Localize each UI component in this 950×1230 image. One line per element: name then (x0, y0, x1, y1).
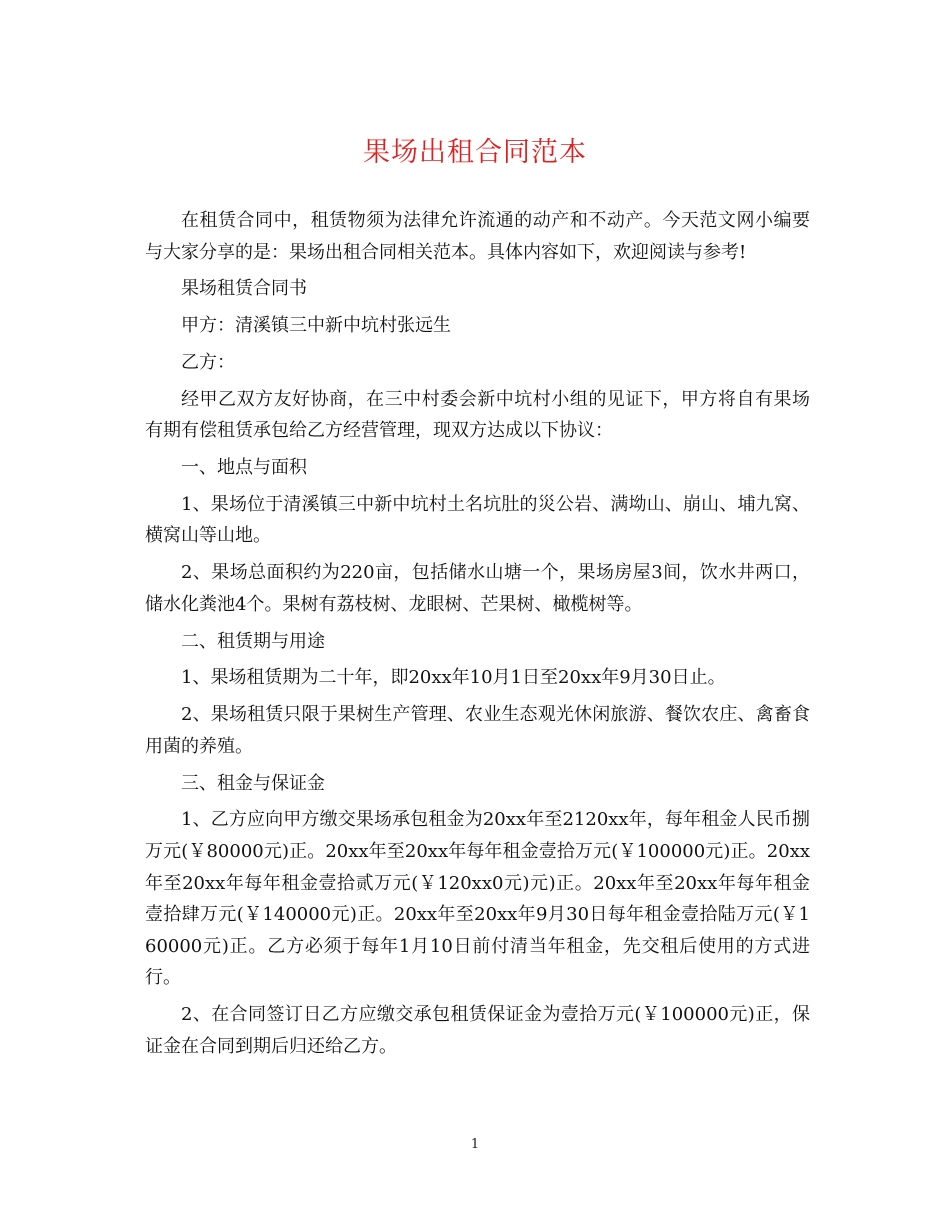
page-number: 1 (470, 1137, 480, 1152)
paragraph-party-a: 甲方：清溪镇三中新中坑村张远生 (181, 315, 451, 337)
clause-term: 1、果场租赁期为二十年，即20xx年10月1日至20xx年9月30日止。 (181, 667, 726, 689)
section-heading-location: 一、地点与面积 (181, 457, 307, 479)
document-body (145, 205, 810, 1067)
clause-rent: 1、乙方应向甲方缴交果场承包租金为20xx年至2120xx年，每年租金人民币捌万元(￥80000元)正。20xx年至20xx年每年租金壹拾万元(￥100000元)正。20xx年至20xx年每年租金壹拾贰万元(￥120xx0元)元)正。20xx年至20xx年每年租金壹拾肆万元(￥140000元)正。20xx年至20xx年9月30日每年租金壹拾陆万元(￥160000元)正。乙方必须于每年1月10日前付清当年租金，先交租后使用的方式进行。 (145, 809, 810, 989)
paragraph-intro: 在租赁合同中，租赁物须为法律允许流通的动产和不动产。今天范文网小编要与大家分享的是：果场出租合同相关范本。具体内容如下，欢迎阅读与参考! (145, 210, 810, 263)
clause-usage: 2、果场租赁只限于果树生产管理、农业生态观光休闲旅游、餐饮农庄、禽畜食用菌的养殖。 (145, 704, 810, 757)
clause-deposit: 2、在合同签订日乙方应缴交承包租赁保证金为壹拾万元(￥100000元)正，保证金在合同到期后归还给乙方。 (145, 1004, 810, 1057)
paragraph-contract-heading: 果场租赁合同书 (181, 278, 307, 300)
document-title: 果场出租合同范本 (363, 137, 587, 168)
paragraph-preamble: 经甲乙双方友好协商，在三中村委会新中坑村小组的见证下，甲方将自有果场有期有偿租赁承包给乙方经营管理，现双方达成以下协议： (145, 388, 810, 442)
clause-area: 2、果场总面积约为220亩，包括储水山塘一个，果场房屋3间，饮水井两口，储水化粪池4个。果树有荔枝树、龙眼树、芒果树、橄榄树等。 (145, 562, 810, 615)
paragraph-party-b: 乙方： (181, 351, 235, 373)
section-heading-term: 二、租赁期与用途 (181, 630, 325, 652)
section-heading-rent: 三、租金与保证金 (181, 772, 325, 794)
clause-location: 1、果场位于清溪镇三中新中坑村土名坑肚的災公岩、满坳山、崩山、埔九窝、横窝山等山地。 (145, 493, 810, 547)
